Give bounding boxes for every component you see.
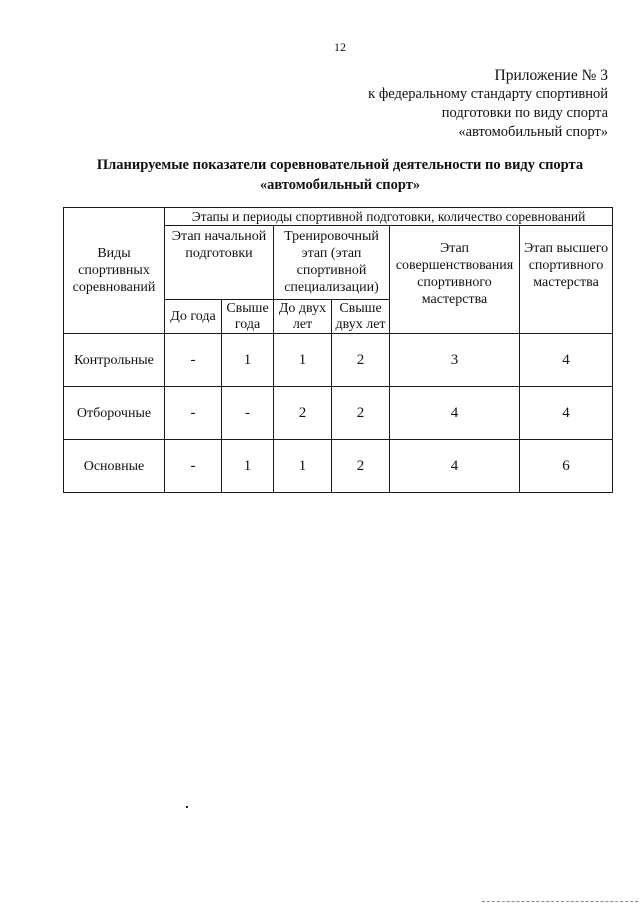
row-header-cell: Виды спортивных соревнований: [64, 208, 165, 334]
table-row: [64, 440, 613, 493]
value-cell: 1: [274, 334, 332, 387]
appendix-line: к федеральному стандарту спортивной: [368, 86, 608, 102]
value-cell: -: [165, 334, 222, 387]
scan-speck: [186, 806, 188, 808]
page-number: 12: [334, 40, 346, 54]
table-row: [64, 387, 613, 440]
value-cell: 3: [390, 334, 520, 387]
value-cell: 1: [222, 334, 274, 387]
row-label-cell: Отборочные: [64, 387, 165, 440]
stage-header-training: Тренировочный этап (этап спортивной специализации): [274, 226, 390, 300]
table-row: [64, 334, 613, 387]
value-cell: -: [165, 440, 222, 493]
value-cell: -: [165, 387, 222, 440]
row-label-cell: Контрольные: [64, 334, 165, 387]
scan-edge-mark: [482, 901, 638, 903]
value-cell: 4: [390, 440, 520, 493]
stage-header-improvement: Этап совершенствования спортивного мастерства: [390, 226, 520, 334]
value-cell: 4: [390, 387, 520, 440]
appendix-reference: [368, 66, 608, 142]
sub-header-cell: Свыше двух лет: [332, 300, 390, 334]
sub-header-cell: До года: [165, 300, 222, 334]
appendix-line: подготовки по виду спорта: [441, 105, 608, 121]
document-title-line: «автомобильный спорт»: [259, 177, 421, 193]
value-cell: 4: [520, 387, 613, 440]
stage-header-initial: Этап начальной подготовки: [165, 226, 274, 300]
stage-header-highest: Этап высшего спортивного мастерства: [520, 226, 613, 334]
value-cell: 6: [520, 440, 613, 493]
document-title-line: Планируемые показатели соревновательной деятельности по виду спорта: [96, 157, 584, 173]
group-header-cell: Этапы и периоды спортивной подготовки, количество соревнований: [165, 208, 613, 226]
value-cell: 1: [274, 440, 332, 493]
appendix-line: Приложение № 3: [494, 67, 608, 84]
value-cell: 4: [520, 334, 613, 387]
row-label-cell: Основные: [64, 440, 165, 493]
value-cell: 2: [274, 387, 332, 440]
indicators-table: [63, 207, 613, 493]
value-cell: 2: [332, 387, 390, 440]
value-cell: 1: [222, 440, 274, 493]
sub-header-cell: До двух лет: [274, 300, 332, 334]
sub-header-cell: Свыше года: [222, 300, 274, 334]
value-cell: 2: [332, 334, 390, 387]
document-title: [70, 155, 610, 195]
table-header-row: [64, 208, 613, 226]
value-cell: 2: [332, 440, 390, 493]
value-cell: -: [222, 387, 274, 440]
appendix-line: «автомобильный спорт»: [458, 124, 608, 140]
